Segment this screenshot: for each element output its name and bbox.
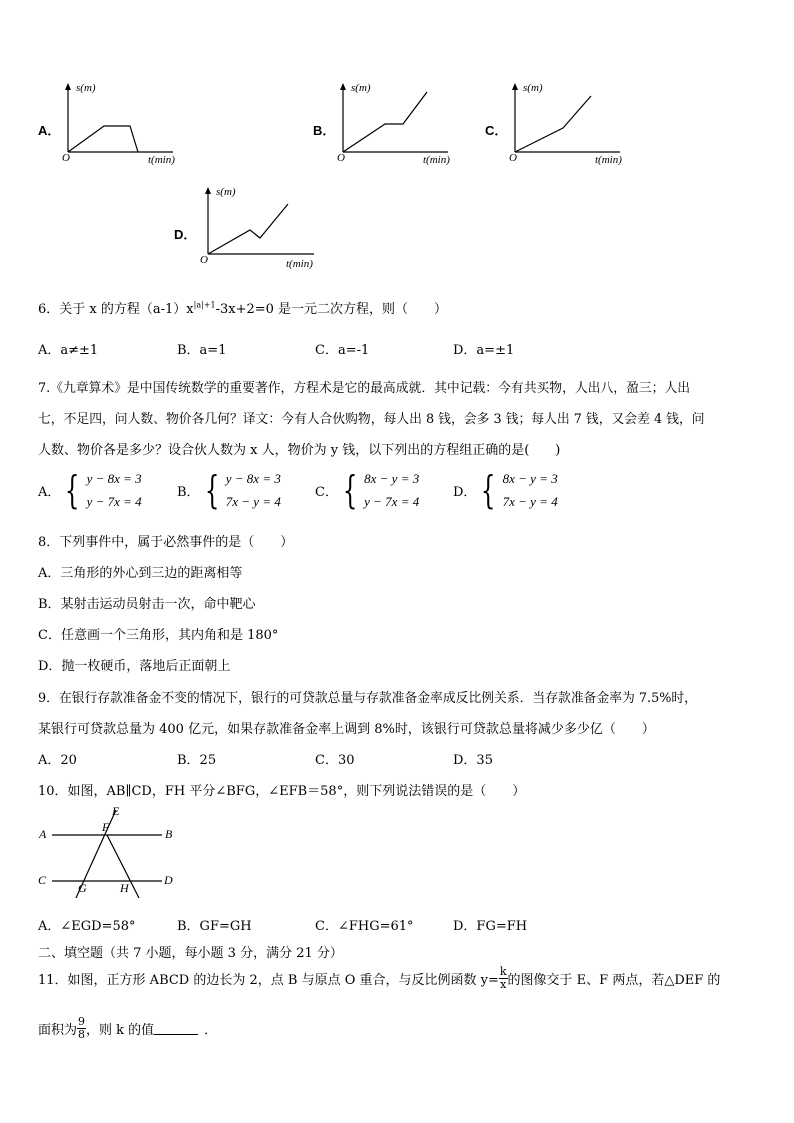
brace-icon: { [481, 468, 496, 512]
q9-line-2: 某银行可贷款总量为 400 亿元，如果存款准备金率上调到 8%时，该银行可贷款总量将减少多少亿（ ） [38, 722, 655, 737]
q8-choice-b: B．某射击运动员射击一次，命中靶心 [38, 597, 256, 612]
q9-choice-b: B．25 [177, 753, 217, 768]
x-axis-label: t(min) [595, 154, 622, 166]
fraction-denominator: 8 [78, 1028, 86, 1041]
q10-choice-d: D．FG=FH [453, 919, 528, 934]
point-a-label: A [39, 827, 47, 841]
x-axis-label: t(min) [423, 154, 450, 166]
origin-label: O [62, 152, 70, 164]
point-h-label: H [120, 881, 129, 895]
option-label: D． [174, 227, 197, 242]
y-axis-label: s(m) [351, 82, 371, 94]
point-c-label: C [38, 873, 47, 887]
q6-stem-post: -3x+2=0 是一元二次方程，则（ ） [215, 302, 448, 317]
q6-choice-b: B．a=1 [177, 343, 227, 358]
origin-label: O [200, 254, 208, 266]
q6-choice-d: D．a=±1 [453, 343, 515, 358]
fraction-denominator: x [500, 978, 507, 991]
y-axis-label: s(m) [523, 82, 543, 94]
q11-line2-pre: 面积为 [38, 1023, 78, 1038]
section-heading: 二、填空题（共 7 小题，每小题 3 分，满分 21 分） [38, 946, 343, 961]
equation: 7x − y = 4 [502, 494, 558, 509]
option-label: C． [485, 123, 508, 138]
q10-choice-c: C．∠FHG=61° [315, 919, 414, 934]
choice-label: D． [453, 484, 477, 500]
q11-line2-end: ． [204, 1023, 218, 1038]
q9-choice-c: C．30 [315, 753, 355, 768]
option-label: A． [38, 123, 61, 138]
q11-line2-post: ，则 k 的值 [86, 1023, 155, 1038]
area-fraction [77, 1016, 86, 1041]
option-label: B． [313, 123, 336, 138]
graph-option-c [485, 82, 635, 167]
k-over-x-fraction [499, 966, 508, 991]
q8-stem: 8．下列事件中，属于必然事件的是（ ） [38, 535, 294, 550]
graph-option-d [174, 186, 324, 271]
equation: y − 8x = 3 [86, 471, 142, 486]
q8-choice-a: A．三角形的外心到三边的距离相等 [38, 566, 243, 581]
graph-option-b [313, 82, 463, 167]
q11-line1-post: 的图像交于 E、F 两点，若△DEF 的 [507, 973, 721, 988]
brace-icon: { [342, 468, 358, 512]
q9-choice-a: A．20 [38, 753, 77, 768]
q10-choice-b: B．GF=GH [177, 919, 252, 934]
y-axis-label: s(m) [216, 186, 236, 198]
q8-choice-d: D．抛一枚硬币，落地后正面朝上 [38, 659, 231, 674]
q9-choice-d: D．35 [453, 753, 493, 768]
q7-choice-a [38, 467, 142, 513]
point-f-label: F [102, 820, 110, 834]
equation: 7x − y = 4 [225, 494, 281, 509]
brace-icon: { [204, 468, 219, 512]
q10-stem: 10．如图，AB∥CD，FH 平分∠BFG，∠EFB＝58°，则下列说法错误的是（ ） [38, 784, 526, 799]
choice-label: A． [38, 484, 61, 500]
q7-line-1: 7.《九章算术》是中国传统数学的重要著作，方程术是它的最高成就．其中记载：今有共买物，人出八，盈三；人出 [38, 381, 691, 396]
equation: y − 8x = 3 [225, 471, 281, 486]
equation: 8x − y = 3 [502, 471, 558, 486]
q10-figure [34, 804, 184, 898]
q6-choice-c: C．a=-1 [315, 343, 370, 358]
question-6-stem [38, 298, 447, 317]
brace-icon: { [65, 468, 80, 512]
equation: 8x − y = 3 [364, 471, 420, 486]
equation: y − 7x = 4 [364, 494, 420, 509]
equation: y − 7x = 4 [86, 494, 142, 509]
x-axis-label: t(min) [286, 258, 313, 270]
q7-choice-c [315, 467, 419, 513]
q7-line-3: 人数、物价各是多少？设合伙人数为 x 人，物价为 y 钱，以下列出的方程组正确的是( ) [38, 443, 561, 458]
q8-choice-c: C．任意画一个三角形，其内角和是 180° [38, 628, 279, 643]
q11-line-2 [38, 1016, 217, 1041]
q7-choice-d [453, 467, 558, 513]
q11-line1-pre: 11．如图，正方形 ABCD 的边长为 2，点 B 与原点 O 重合，与反比例函数 y= [38, 973, 499, 988]
q10-choice-a: A．∠EGD=58° [38, 919, 136, 934]
point-e-label: E [112, 804, 120, 818]
q11-line-1 [38, 966, 720, 991]
x-axis-label: t(min) [148, 154, 175, 166]
graph-option-a [38, 82, 188, 167]
q6-choice-a: A．a≠±1 [38, 343, 99, 358]
choice-label: B． [177, 484, 200, 500]
origin-label: O [337, 152, 345, 164]
q7-line-2: 七，不足四，问人数、物价各几何？译文：今有人合伙购物，每人出 8 钱，会多 3 钱；每人出 7 钱，又会差 4 钱，问 [38, 412, 705, 427]
origin-label: O [509, 152, 517, 164]
q7-choice-b [177, 467, 281, 513]
q6-exponent: |a|+1 [193, 300, 216, 310]
q6-stem-pre: 6．关于 x 的方程（a-1）x [38, 302, 194, 317]
point-d-label: D [164, 873, 173, 887]
point-b-label: B [165, 827, 173, 841]
answer-blank[interactable] [154, 1022, 198, 1035]
y-axis-label: s(m) [76, 82, 96, 94]
point-g-label: G [78, 881, 87, 895]
q9-line-1: 9．在银行存款准备金不变的情况下，银行的可贷款总量与存款准备金率成反比例关系．当存款准备金率为 7.5%时， [38, 691, 697, 706]
fraction-numerator: 9 [78, 1015, 86, 1028]
choice-label: C． [315, 484, 338, 500]
fraction-numerator: k [499, 965, 507, 978]
